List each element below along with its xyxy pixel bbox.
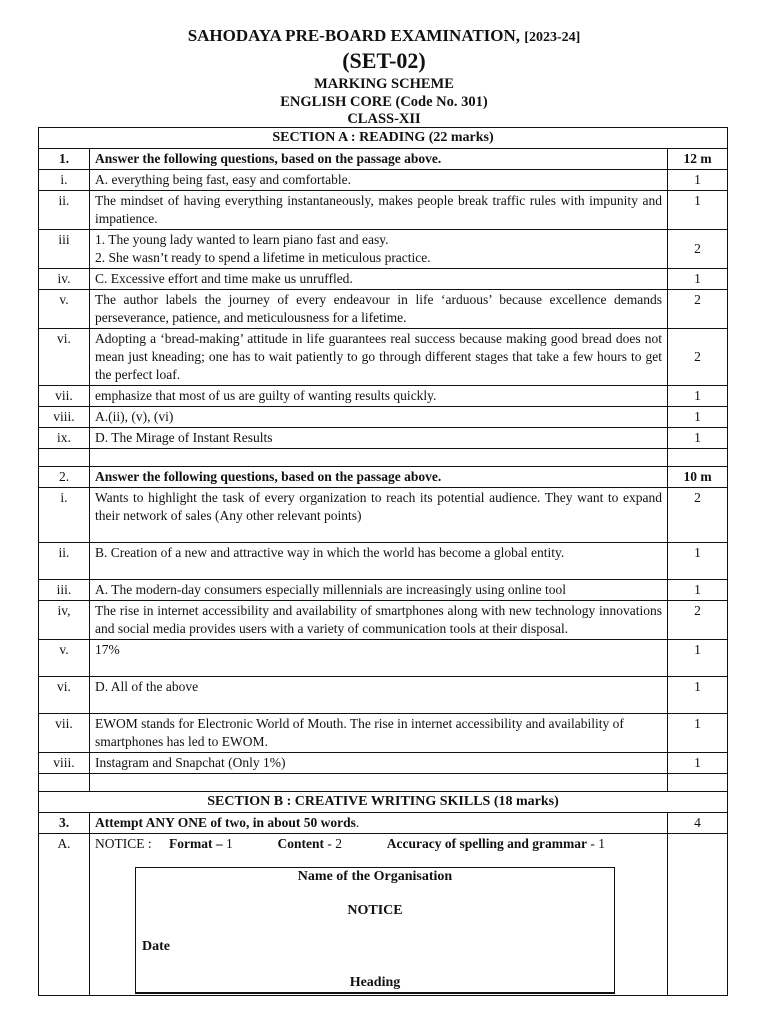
answer-row — [39, 386, 728, 407]
question-marks: 4 — [668, 813, 728, 834]
spacer-row — [39, 449, 728, 467]
answer-number: v. — [39, 640, 90, 677]
question-row — [39, 467, 728, 488]
answer-number: i. — [39, 170, 90, 191]
answer-marks: 1 — [668, 677, 728, 714]
answer-text: Instagram and Snapchat (Only 1%) — [90, 753, 668, 774]
answer-text: 17% — [90, 640, 668, 677]
date-placeholder: Date — [142, 939, 170, 954]
answer-number: iv. — [39, 269, 90, 290]
question-number: 2. — [39, 467, 90, 488]
answer-marks: 1 — [668, 191, 728, 230]
answer-number: iii — [39, 230, 90, 269]
answer-marks: 2 — [668, 329, 728, 386]
answer-number: ii. — [39, 543, 90, 580]
answer-line: 2. She wasn’t ready to spend a lifetime in meticulous practice. — [95, 250, 431, 265]
question-row — [39, 813, 728, 834]
answer-number: viii. — [39, 753, 90, 774]
answer-marks — [668, 834, 728, 996]
answer-text: A.(ii), (v), (vi) — [90, 407, 668, 428]
answer-number: viii. — [39, 407, 90, 428]
answer-text: D. All of the above — [90, 677, 668, 714]
answer-row — [39, 428, 728, 449]
answer-marks: 2 — [668, 230, 728, 269]
answer-number: i. — [39, 488, 90, 543]
question-marks: 12 m — [668, 149, 728, 170]
answer-row — [39, 714, 728, 753]
answer-row — [39, 269, 728, 290]
content-label: Content — [277, 836, 324, 851]
answer-row — [39, 488, 728, 543]
answer-text: Wants to highlight the task of every organization to reach its potential audience. They want to expand their network of sales (Any other relevant points) — [90, 488, 668, 543]
answer-number: vii. — [39, 714, 90, 753]
answer-row — [39, 329, 728, 386]
answer-text: The mindset of having everything instantaneously, makes people break traffic rules with impunity and impatience. — [90, 191, 668, 230]
question-text: Answer the following questions, based on the passage above. — [90, 149, 668, 170]
format-label: Format – — [169, 836, 223, 851]
answer-row — [39, 601, 728, 640]
answer-marks: 1 — [668, 269, 728, 290]
answer-number: vi. — [39, 329, 90, 386]
set-number: (SET-02) — [342, 47, 426, 73]
answer-number: ix. — [39, 428, 90, 449]
answer-text: A. The modern-day consumers especially millennials are increasingly using online tool — [90, 580, 668, 601]
subject-heading: ENGLISH CORE (Code No. 301) — [280, 93, 488, 110]
answer-row — [39, 290, 728, 329]
answer-text — [90, 230, 668, 269]
answer-marks: 2 — [668, 488, 728, 543]
answer-marks: 1 — [668, 580, 728, 601]
answer-marks: 1 — [668, 170, 728, 191]
document-header — [0, 0, 768, 128]
answer-text: emphasize that most of us are guilty of wanting results quickly. — [90, 386, 668, 407]
class-heading: CLASS-XII — [347, 110, 421, 127]
answer-marks: 1 — [668, 640, 728, 677]
answer-row — [39, 407, 728, 428]
answer-text: B. Creation of a new and attractive way in which the world has become a global entity. — [90, 543, 668, 580]
section-a-title: SECTION A : READING (22 marks) — [39, 128, 728, 149]
answer-row — [39, 191, 728, 230]
section-a-header-row — [39, 128, 728, 149]
section-b-header-row — [39, 792, 728, 813]
answer-row — [39, 580, 728, 601]
answer-row — [39, 834, 728, 996]
answer-marks: 1 — [668, 714, 728, 753]
accuracy-label: Accuracy of spelling and grammar — [386, 836, 587, 851]
question-text: Answer the following questions, based on the passage above. — [90, 467, 668, 488]
exam-year: [2023-24] — [524, 30, 581, 45]
question-text: Attempt ANY ONE of two, in about 50 words. — [90, 813, 668, 834]
answer-number: vii. — [39, 386, 90, 407]
marking-scheme-table — [38, 127, 728, 996]
exam-title: SAHODAYA PRE-BOARD EXAMINATION, [2023-24] — [187, 26, 581, 45]
answer-marks: 1 — [668, 386, 728, 407]
answer-text: D. The Mirage of Instant Results — [90, 428, 668, 449]
answer-marks: 2 — [668, 290, 728, 329]
notice-marking-criteria — [95, 835, 662, 853]
notice-format-box — [135, 867, 615, 994]
question-number: 1. — [39, 149, 90, 170]
section-b-title: SECTION B : CREATIVE WRITING SKILLS (18 marks) — [39, 792, 728, 813]
answer-row — [39, 677, 728, 714]
answer-marks: 1 — [668, 753, 728, 774]
answer-line: 1. The young lady wanted to learn piano fast and easy. — [95, 232, 389, 247]
organisation-name-placeholder: Name of the Organisation — [297, 869, 453, 884]
format-marks: 1 — [222, 836, 233, 851]
question-marks: 10 m — [668, 467, 728, 488]
marking-scheme-heading: MARKING SCHEME — [314, 76, 454, 93]
question-row — [39, 149, 728, 170]
heading-placeholder: Heading — [349, 975, 401, 990]
answer-number: vi. — [39, 677, 90, 714]
answer-text: EWOM stands for Electronic World of Mouth. The rise in internet accessibility and availability of smartphones has led to EWOM. — [90, 714, 668, 753]
answer-text: C. Excessive effort and time make us unruffled. — [90, 269, 668, 290]
answer-text: Adopting a ‘bread-making’ attitude in life guarantees real success because making good bread does not mean just kneading; one has to wait patiently to go through different stages that take a few hours to get the perfect loaf. — [90, 329, 668, 386]
answer-number: ii. — [39, 191, 90, 230]
answer-row — [39, 543, 728, 580]
answer-number: v. — [39, 290, 90, 329]
answer-number: iii. — [39, 580, 90, 601]
answer-text: A. everything being fast, easy and comfortable. — [90, 170, 668, 191]
answer-marks: 2 — [668, 601, 728, 640]
accuracy-marks: - 1 — [586, 836, 605, 851]
answer-row — [39, 230, 728, 269]
answer-marks: 1 — [668, 543, 728, 580]
notice-answer — [90, 834, 668, 996]
spacer-row — [39, 774, 728, 792]
notice-title-placeholder: NOTICE — [347, 903, 403, 918]
answer-row — [39, 170, 728, 191]
answer-marks: 1 — [668, 428, 728, 449]
answer-number: iv, — [39, 601, 90, 640]
answer-text: The rise in internet accessibility and availability of smartphones along with new technology innovations and social media provides users with a variety of communication tools at their disposal. — [90, 601, 668, 640]
answer-number: A. — [39, 834, 90, 996]
answer-row — [39, 640, 728, 677]
answer-marks: 1 — [668, 407, 728, 428]
question-number: 3. — [39, 813, 90, 834]
notice-label: NOTICE : — [95, 836, 152, 851]
answer-text: The author labels the journey of every endeavour in life ‘arduous’ because excellence demands perseverance, patience, and meticulousness for a lifetime. — [90, 290, 668, 329]
content-marks: - 2 — [323, 836, 342, 851]
answer-row — [39, 753, 728, 774]
